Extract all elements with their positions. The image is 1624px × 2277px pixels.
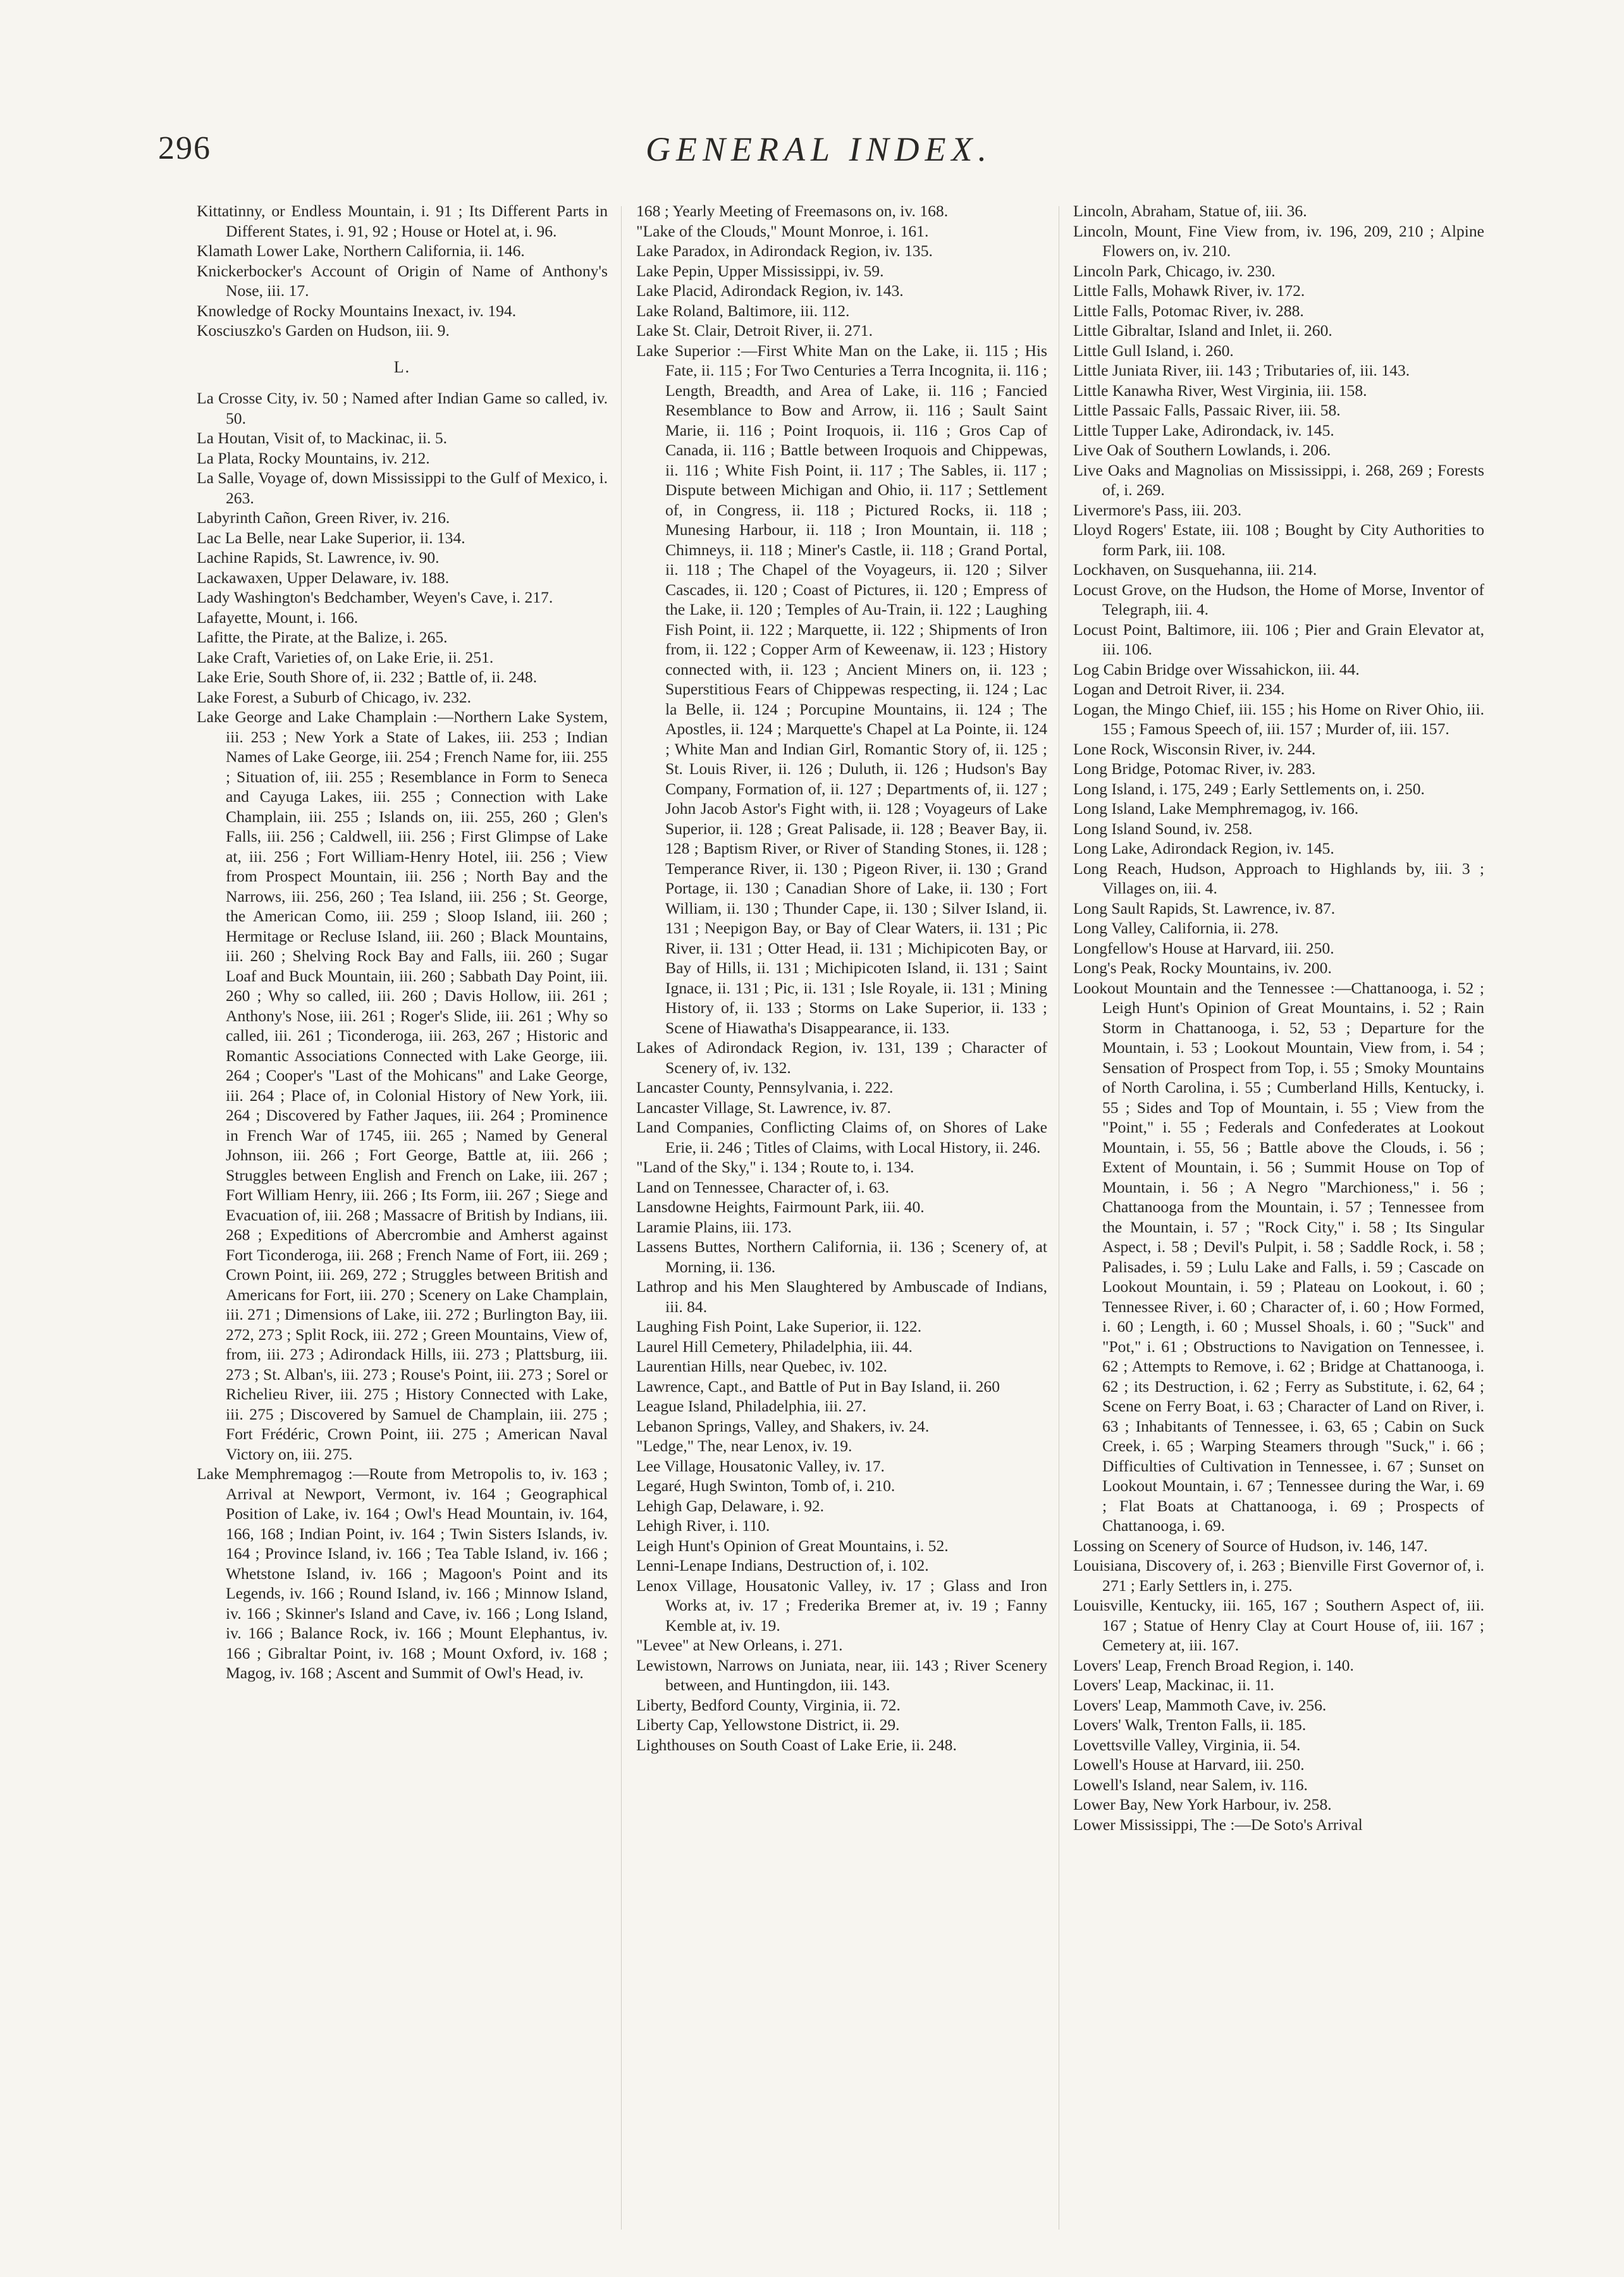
index-entry: Livermore's Pass, iii. 203. <box>1073 500 1242 519</box>
index-entry: Lone Rock, Wisconsin River, iv. 244. <box>1073 739 1316 758</box>
index-entry: Long Valley, California, ii. 278. <box>1073 919 1279 937</box>
index-entry: Lenox Village, Housatonic Valley, iv. 17 ; Glass and Iron Works at, iv. 17 ; Frederika Bremer at, iv. 19 ; Fanny Kemble at, iv. 19. <box>636 1576 1047 1635</box>
index-entry: Lake Memphremagog :—Route from Metropolis to, iv. 163 ; Arrival at Newport, Vermont, iv. 164 ; Geographical Position of Lake, iv. 164 ; Owl's Head Mountain, iv. 164, 166, 168 ; Indian Point, iv. 164 ; Twin Sisters Islands, iv. 164 ; Province Island, iv. 166 ; Tea Table Island, iv. 166 ; Whetstone Island, iv. 166 ; Magoon's Point and its Legends, iv. 166 ; Round Island, iv. 166 ; Minnow Island, iv. 166 ; Skinner's Island and Cave, iv. 166 ; Long Island, iv. 166 ; Balance Rock, iv. 166 ; Mount Elephantus, iv. 166 ; Gibraltar Point, iv. 168 ; Mount Oxford, iv. 168 ; Magog, iv. 168 ; Ascent and Summit of Owl's Head, iv. <box>197 1464 608 1682</box>
index-entry: Little Gull Island, i. 260. <box>1073 341 1234 360</box>
index-entry: La Houtan, Visit of, to Mackinac, ii. 5. <box>197 429 448 447</box>
index-entry: Lehigh River, i. 110. <box>636 1516 770 1535</box>
index-entry: Lake Superior :—First White Man on the Lake, ii. 115 ; His Fate, ii. 115 ; For Two Centuries a Terra Incognita, ii. 116 ; Length, Breadth, and Area of Lake, ii. 116 ; Fancied Resemblance to Bow and Arrow, ii. 116 ; Sault Saint Marie, ii. 116 ; Point Iroquois, ii. 116 ; Gros Cap of Canada, ii. 116 ; Battle between Iroquois and Chippewas, ii. 116 ; White Fish Point, ii. 117 ; The Sables, ii. 117 ; Dispute between Michigan and Ohio, ii. 117 ; Settlement of, in Congress, ii. 118 ; Pictured Rocks, ii. 118 ; Munesing Harbour, ii. 118 ; Iron Mountain, ii. 118 ; Chimneys, ii. 118 ; Miner's Castle, ii. 118 ; Grand Portal, ii. 118 ; The Chapel of the Voyageurs, ii. 120 ; Silver Cascades, ii. 120 ; Coast of Pictures, ii. 120 ; Empress of the Lake, ii. 120 ; Temples of Au-Train, ii. 122 ; Laughing Fish Point, ii. 122 ; Marquette, ii. 122 ; Shipments of Iron from, ii. 122 ; Copper Arm of Keweenaw, ii. 123 ; History connected with, ii. 123 ; Ancient Miners on, ii. 123 ; Superstitious Fears of Chippewas respecting, ii. 124 ; Lac la Belle, ii. 124 ; Porcupine Mountains, ii. 124 ; The Apostles, ii. 124 ; Marquette's Chapel at La Pointe, ii. 124 ; White Man and Indian Girl, Romantic Story of, ii. 125 ; St. Louis River, ii. 126 ; Duluth, ii. 126 ; Hudson's Bay Company, Formation of, ii. 127 ; Departments of, ii. 127 ; John Jacob Astor's Fight with, ii. 128 ; Voyageurs of Lake Superior, ii. 128 ; Great Palisade, ii. 128 ; Beaver Bay, ii. 128 ; Baptism River, or River of Standing Stones, ii. 128 ; Temperance River, ii. 130 ; Pigeon River, ii. 130 ; Grand Portage, ii. 130 ; Canadian Shore of Lake, ii. 130 ; Fort William, ii. 130 ; Thunder Cape, ii. 130 ; Silver Island, ii. 131 ; Neepigon Bay, or Bay of Clear Waters, ii. 131 ; Pic River, ii. 131 ; Otter Head, ii. 131 ; Michipicoten Bay, or Bay of Hills, ii. 131 ; Michipicoten Island, ii. 131 ; Saint Ignace, ii. 131 ; Pic, ii. 131 ; Isle Royale, ii. 131 ; Mining History of, ii. 133 ; Storms on Lake Superior, ii. 133 ; Scene of Hiawatha's Disappearance, ii. 133. <box>636 341 1047 1037</box>
index-entry: Legaré, Hugh Swinton, Tomb of, i. 210. <box>636 1476 895 1495</box>
index-entry: Lathrop and his Men Slaughtered by Ambuscade of Indians, iii. 84. <box>636 1277 1047 1316</box>
index-entry: Lebanon Springs, Valley, and Shakers, iv. 24. <box>636 1416 930 1435</box>
index-entry: Lincoln Park, Chicago, iv. 230. <box>1073 261 1276 280</box>
index-entry: Lachine Rapids, St. Lawrence, iv. 90. <box>197 548 440 567</box>
index-entry: Knowledge of Rocky Mountains Inexact, iv. 194. <box>197 301 517 320</box>
index-entry: Lancaster Village, St. Lawrence, iv. 87. <box>636 1098 891 1117</box>
index-entry: Longfellow's House at Harvard, iii. 250. <box>1073 938 1334 957</box>
index-entry: Kosciuszko's Garden on Hudson, iii. 9. <box>197 321 450 340</box>
index-entry: Lovettsville Valley, Virginia, ii. 54. <box>1073 1735 1301 1754</box>
index-entry: Laughing Fish Point, Lake Superior, ii. 122. <box>636 1317 922 1335</box>
index-entry: Knickerbocker's Account of Origin of Name of Anthony's Nose, iii. 17. <box>197 261 608 300</box>
index-entry: Long Island, i. 175, 249 ; Early Settlements on, i. 250. <box>1073 779 1425 798</box>
index-entry: Liberty Cap, Yellowstone District, ii. 29. <box>636 1715 900 1734</box>
index-entry: Lincoln, Abraham, Statue of, iii. 36. <box>1073 202 1307 220</box>
index-entry: "Land of the Sky," i. 134 ; Route to, i. 134. <box>636 1158 914 1176</box>
index-entry: La Crosse City, iv. 50 ; Named after Indian Game so called, iv. 50. <box>197 389 608 427</box>
index-entry: Lee Village, Housatonic Valley, iv. 17. <box>636 1456 885 1475</box>
index-column-3 <box>1073 201 1484 1834</box>
index-entry: Land on Tennessee, Character of, i. 63. <box>636 1177 889 1196</box>
index-entry: Lenni-Lenape Indians, Destruction of, i. 102. <box>636 1556 929 1574</box>
index-entry: Lower Bay, New York Harbour, iv. 258. <box>1073 1795 1332 1814</box>
index-entry: Lower Mississippi, The :—De Soto's Arrival <box>1073 1815 1363 1834</box>
index-entry: Lossing on Scenery of Source of Hudson, iv. 146, 147. <box>1073 1536 1428 1555</box>
index-entry: Live Oaks and Magnolias on Mississippi, i. 268, 269 ; Forests of, i. 269. <box>1073 460 1484 499</box>
index-entry: Little Juniata River, iii. 143 ; Tributaries of, iii. 143. <box>1073 361 1410 379</box>
index-entry: Labyrinth Cañon, Green River, iv. 216. <box>197 508 450 527</box>
index-entry: Locust Point, Baltimore, iii. 106 ; Pier and Grain Elevator at, iii. 106. <box>1073 620 1484 658</box>
index-entry: Logan and Detroit River, ii. 234. <box>1073 680 1285 698</box>
index-entry: League Island, Philadelphia, iii. 27. <box>636 1397 866 1415</box>
index-entry: Long Island Sound, iv. 258. <box>1073 819 1253 838</box>
index-entry: Little Gibraltar, Island and Inlet, ii. 260. <box>1073 321 1332 340</box>
index-entry: Live Oak of Southern Lowlands, i. 206. <box>1073 441 1331 459</box>
running-title: GENERAL INDEX. <box>646 130 992 168</box>
index-entry: Lake Placid, Adirondack Region, iv. 143. <box>636 281 904 300</box>
index-entry: Lovers' Leap, Mackinac, ii. 11. <box>1073 1676 1274 1694</box>
index-entry: Long Reach, Hudson, Approach to Highlands by, iii. 3 ; Villages on, iii. 4. <box>1073 859 1484 897</box>
index-entry-continuation: 168 ; Yearly Meeting of Freemasons on, iv. 168. <box>636 202 949 220</box>
index-entry: "Lake of the Clouds," Mount Monroe, i. 161. <box>636 221 929 240</box>
index-entry: Lake Pepin, Upper Mississippi, iv. 59. <box>636 261 884 280</box>
index-entry: Lansdowne Heights, Fairmount Park, iii. 40. <box>636 1198 925 1216</box>
index-entry: La Salle, Voyage of, down Mississippi to the Gulf of Mexico, i. 263. <box>197 469 608 507</box>
index-column-1 <box>197 201 608 1683</box>
page-header <box>158 130 1480 187</box>
index-entry: Klamath Lower Lake, Northern California, ii. 146. <box>197 242 525 260</box>
index-entry: Lake Forest, a Suburb of Chicago, iv. 232. <box>197 687 472 706</box>
index-entry: Louisiana, Discovery of, i. 263 ; Bienville First Governor of, i. 271 ; Early Settlers in, i. 275. <box>1073 1556 1484 1595</box>
index-entry: Long Bridge, Potomac River, iv. 283. <box>1073 759 1316 778</box>
index-entry: Lady Washington's Bedchamber, Weyen's Cave, i. 217. <box>197 588 553 606</box>
index-entry: Lighthouses on South Coast of Lake Erie, ii. 248. <box>636 1735 957 1754</box>
index-entry: Long's Peak, Rocky Mountains, iv. 200. <box>1073 959 1332 977</box>
index-entry: Land Companies, Conflicting Claims of, on Shores of Lake Erie, ii. 246 ; Titles of Claims, with Local History, ii. 246. <box>636 1118 1047 1157</box>
index-entry: Lovers' Leap, French Broad Region, i. 140. <box>1073 1655 1354 1674</box>
index-entry: Lackawaxen, Upper Delaware, iv. 188. <box>197 568 450 587</box>
index-entry: Lafitte, the Pirate, at the Balize, i. 265. <box>197 628 448 646</box>
index-entry: Lowell's Island, near Salem, iv. 116. <box>1073 1775 1308 1794</box>
index-entry: Lake Craft, Varieties of, on Lake Erie, ii. 251. <box>197 648 494 666</box>
index-entry: Lewistown, Narrows on Juniata, near, iii. 143 ; River Scenery between, and Huntingdon, iii. 143. <box>636 1655 1047 1694</box>
index-entry: La Plata, Rocky Mountains, iv. 212. <box>197 448 430 467</box>
column-divider <box>621 206 622 2230</box>
index-entry: Laramie Plains, iii. 173. <box>636 1217 792 1236</box>
index-entry: Lovers' Leap, Mammoth Cave, iv. 256. <box>1073 1695 1327 1714</box>
index-entry: Lake Paradox, in Adirondack Region, iv. 135. <box>636 242 933 260</box>
index-entry: Little Falls, Potomac River, iv. 288. <box>1073 301 1304 320</box>
index-entry: Lawrence, Capt., and Battle of Put in Bay Island, ii. 260 <box>636 1377 1000 1396</box>
index-entry: Little Kanawha River, West Virginia, iii. 158. <box>1073 381 1367 400</box>
index-entry: Logan, the Mingo Chief, iii. 155 ; his Home on River Ohio, iii. 155 ; Famous Speech of, iii. 157 ; Murder of, iii. 157. <box>1073 699 1484 738</box>
index-entry: Lac La Belle, near Lake Superior, ii. 134. <box>197 528 465 547</box>
index-entry: Lancaster County, Pennsylvania, i. 222. <box>636 1078 894 1096</box>
index-entry: Louisville, Kentucky, iii. 165, 167 ; Southern Aspect of, iii. 167 ; Statue of Henry Clay at Court House of, iii. 167 ; Cemetery at, iii. 167. <box>1073 1596 1484 1654</box>
index-entry: Lehigh Gap, Delaware, i. 92. <box>636 1496 825 1515</box>
index-entry: Lowell's House at Harvard, iii. 250. <box>1073 1755 1305 1774</box>
index-entry: Lassens Buttes, Northern California, ii. 136 ; Scenery of, at Morning, ii. 136. <box>636 1237 1047 1276</box>
index-column-2 <box>636 201 1047 1755</box>
index-entry: Lafayette, Mount, i. 166. <box>197 608 359 627</box>
section-letter: L. <box>393 357 411 376</box>
index-entry: Long Lake, Adirondack Region, iv. 145. <box>1073 839 1334 857</box>
index-entry: Leigh Hunt's Opinion of Great Mountains, i. 52. <box>636 1536 949 1555</box>
index-entry: Lake Erie, South Shore of, ii. 232 ; Battle of, ii. 248. <box>197 668 538 686</box>
index-entry: Long Island, Lake Memphremagog, iv. 166. <box>1073 799 1359 818</box>
index-entry: Lincoln, Mount, Fine View from, iv. 196, 209, 210 ; Alpine Flowers on, iv. 210. <box>1073 221 1484 260</box>
index-entry: Lake Roland, Baltimore, iii. 112. <box>636 301 850 320</box>
index-entry: Kittatinny, or Endless Mountain, i. 91 ; Its Different Parts in Different States, i. 91, 92 ; House or Hotel at, i. 96. <box>197 202 608 240</box>
index-entry: "Ledge," The, near Lenox, iv. 19. <box>636 1437 852 1455</box>
index-entry: Lovers' Walk, Trenton Falls, ii. 185. <box>1073 1715 1307 1734</box>
index-entry: Laurentian Hills, near Quebec, iv. 102. <box>636 1357 888 1375</box>
index-entry: Lake St. Clair, Detroit River, ii. 271. <box>636 321 873 340</box>
index-entry: Lake George and Lake Champlain :—Northern Lake System, iii. 253 ; New York a State of Lakes, iii. 253 ; Indian Names of Lake George, iii. 254 ; French Name for, iii. 255 ; Situation of, iii. 255 ; Resemblance in Form to Seneca and Cayuga Lakes, iii. 255 ; Connection with Lake Champlain, iii. 255 ; Islands on, iii. 255, 260 ; Glen's Falls, iii. 256 ; Caldwell, iii. 256 ; First Glimpse of Lake at, iii. 256 ; Fort William-Henry Hotel, iii. 256 ; View from Prospect Mountain, iii. 256 ; North Bay and the Narrows, iii. 256, 260 ; Tea Island, iii. 256 ; St. George, the American Como, iii. 259 ; Sloop Island, iii. 260 ; Hermitage or Recluse Island, iii. 260 ; Black Mountains, iii. 260 ; Shelving Rock Bay and Falls, iii. 260 ; Sugar Loaf and Buck Mountain, iii. 260 ; Sabbath Day Point, iii. 260 ; Why so called, iii. 260 ; Davis Hollow, iii. 261 ; Anthony's Nose, iii. 261 ; Roger's Slide, iii. 261 ; Why so called, iii. 261 ; Ticonderoga, iii. 263, 267 ; Historic and Romantic Associations Connected with Lake George, iii. 264 ; Cooper's "Last of the Mohicans" and Lake George, iii. 264 ; Place of, in Colonial History of New York, iii. 264 ; Discovered by Father Jaques, iii. 264 ; Prominence in French War of 1745, iii. 265 ; Named by General Johnson, iii. 266 ; Fort George, Battle at, iii. 266 ; Struggles between English and French on Lake, iii. 267 ; Fort William Henry, iii. 266 ; Its Form, iii. 267 ; Siege and Evacuation of, iii. 268 ; Massacre of British by Indians, iii. 268 ; Expeditions of Abercrombie and Amherst against Fort Ticonderoga, iii. 268 ; French Name of Fort, iii. 269 ; Crown Point, iii. 269, 272 ; Struggles between British and Americans for Fort, iii. 270 ; Scenery on Lake Champlain, iii. 271 ; Dimensions of Lake, iii. 272 ; Burlington Bay, iii. 272, 273 ; Split Rock, iii. 272 ; Green Mountains, View of, from, iii. 273 ; Adirondack Hills, iii. 273 ; Plattsburg, iii. 273 ; St. Alban's, iii. 273 ; Rouse's Point, iii. 273 ; Sorel or Richelieu River, iii. 275 ; History Connected with Lake, iii. 275 ; Discovered by Samuel de Champlain, iii. 275 ; Fort Frédéric, Crown Point, iii. 275 ; American Naval Victory on, iii. 275. <box>197 708 608 1463</box>
index-entry: Long Sault Rapids, St. Lawrence, iv. 87. <box>1073 899 1336 918</box>
index-entry: Log Cabin Bridge over Wissahickon, iii. 44. <box>1073 660 1360 678</box>
index-entry: "Levee" at New Orleans, i. 271. <box>636 1636 843 1654</box>
index-entry: Locust Grove, on the Hudson, the Home of Morse, Inventor of Telegraph, iii. 4. <box>1073 580 1484 618</box>
index-entry: Liberty, Bedford County, Virginia, ii. 72. <box>636 1695 901 1714</box>
page-number: 296 <box>158 130 211 166</box>
index-entry: Lloyd Rogers' Estate, iii. 108 ; Bought by City Authorities to form Park, iii. 108. <box>1073 520 1484 559</box>
index-entry: Little Falls, Mohawk River, iv. 172. <box>1073 281 1305 300</box>
index-entry: Laurel Hill Cemetery, Philadelphia, iii. 44. <box>636 1337 913 1356</box>
index-entry: Little Passaic Falls, Passaic River, iii. 58. <box>1073 401 1341 419</box>
index-entry: Little Tupper Lake, Adirondack, iv. 145. <box>1073 420 1334 439</box>
index-entry: Lakes of Adirondack Region, iv. 131, 139 ; Character of Scenery of, iv. 132. <box>636 1038 1047 1077</box>
index-entry: Lookout Mountain and the Tennessee :—Chattanooga, i. 52 ; Leigh Hunt's Opinion of Great Mountains, i. 52 ; Rain Storm in Chattanooga, i. 52, 53 ; Departure for the Mountain, i. 53 ; Lookout Mountain, View from, i. 54 ; Sensation of Prospect from Top, i. 55 ; Smoky Mountains of North Carolina, i. 55 ; Cumberland Hills, Kentucky, i. 55 ; Sides and Top of Mountain, i. 55 ; View from the "Point," i. 55 ; Federals and Confederates at Lookout Mountain, i. 55, 56 ; Battle above the Clouds, i. 56 ; Extent of Mountain, i. 56 ; Summit House on Top of Mountain, i. 56 ; A Negro "Marchioness," i. 56 ; Chattanooga from the Mountain, i. 57 ; Tennessee from the Mountain, i. 57 ; "Rock City," i. 58 ; Its Singular Aspect, i. 58 ; Devil's Pulpit, i. 58 ; Saddle Rock, i. 58 ; Palisades, i. 59 ; Lulu Lake and Falls, i. 59 ; Cascade on Lookout Mountain, i. 59 ; Plateau on Lookout, i. 60 ; Tennessee River, i. 60 ; Character of, i. 60 ; How Formed, i. 60 ; Length, i. 60 ; Mussel Shoals, i. 60 ; "Suck" and "Pot," i. 61 ; Obstructions to Navigation on Tennessee, i. 62 ; Attempts to Remove, i. 62 ; Bridge at Chattanooga, i. 62 ; its Destruction, i. 62 ; Ferry as Substitute, i. 62, 64 ; Scene on Ferry Boat, i. 63 ; Character of Land on River, i. 63 ; Inhabitants of Tennessee, i. 63, 65 ; Cabin on Suck Creek, i. 65 ; Warping Steamers through "Suck," i. 66 ; Difficulties of Cultivation in Tennessee, i. 67 ; Sunset on Lookout Mountain, i. 67 ; Tennessee during the War, i. 69 ; Flat Boats at Chattanooga, i. 69 ; Prospects of Chattanooga, i. 69. <box>1073 978 1484 1535</box>
index-entry: Lockhaven, on Susquehanna, iii. 214. <box>1073 560 1317 579</box>
